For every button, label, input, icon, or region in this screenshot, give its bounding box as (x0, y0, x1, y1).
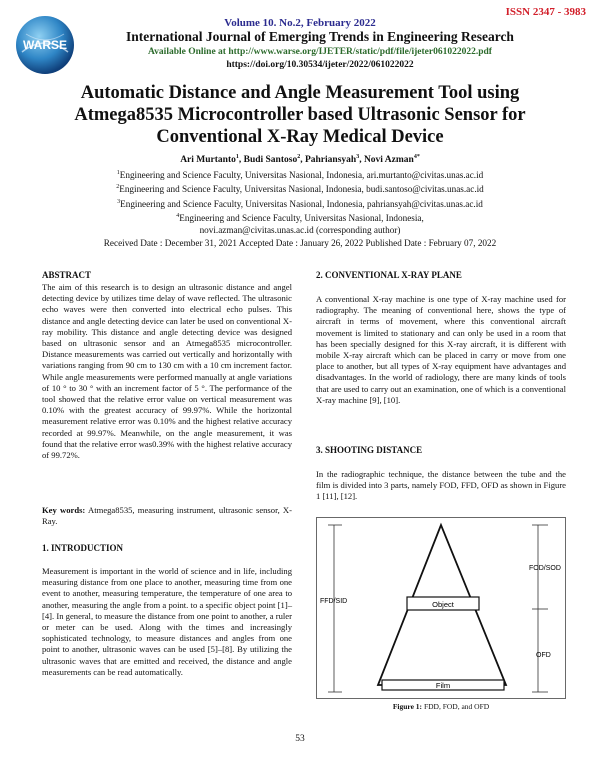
affiliations (0, 167, 600, 236)
section2-heading: 2. CONVENTIONAL X-RAY PLANE (316, 270, 462, 280)
title-line: Automatic Distance and Angle Measurement Tool using (80, 83, 520, 103)
journal-volume: Volume 10. No.2, February 2022 (224, 17, 376, 29)
section2-body: A conventional X-ray machine is one type of X-ray machine used for radiography. The meaning of conventional here, shows the type of aircraft in terms of movement, where this conventional aircraft movement is limited to stationary and can only be used in a room that has been specially designed for this X-ray aircraft, it is different with mobile X-ray aircraft which can be placed in carry or move from one place to another, but all types of X-ray equipment have advantages and disadvantages. In the world of radiology, there are many kinds of tools that are used to carry out an examination, one of which is a conventional X-ray machine [9], [10]. (316, 294, 566, 405)
logo-text: WARSE (22, 38, 68, 52)
ffd-label: FFD/SID (320, 598, 348, 605)
figure-1-caption: Figure 1: FDD, FOD, and OFD (392, 702, 490, 711)
fod-label: FOD/SOD (529, 565, 561, 572)
figure-1-diagram (316, 517, 566, 699)
issn-label: ISSN 2347 - 3983 (505, 6, 586, 18)
intro-body: Measurement is important in the world of science and in life, including measuring distance from one place to another, measuring time from one event to another, measuring temperature, the temperature of one area to another, measuring the angle from a point. to a specific object point [1]–[4]. In general, to measure the distance from one point to another, a ruler or meter can be used. Along with the times and increasingly sophisticated technology, to measure distances and angles from one point to another, ultrasonic waves can be used [5]–[8]. By utilizing the ultrasonic waves that are emitted and received, the distance and angle measurements can be read automatically. (42, 566, 292, 677)
author-name: Budi Santoso (243, 155, 298, 166)
author-name: Ari Murtanto (180, 155, 236, 166)
author-name: Novi Azman (363, 155, 414, 166)
author-name: Pahriansyah (304, 155, 357, 166)
affiliation: $^4$Engineering and Science Faculty, Universitas Nasional, Indonesia, (176, 212, 424, 223)
affiliation: $^3$Engineering and Science Faculty, Universitas Nasional, Indonesia, pahriansyah@civitas.unas.ac.id (117, 198, 483, 209)
journal-url[interactable]: Available Online at http://www.warse.org/IJETER/static/pdf/file/ijeter061022022.pdf (148, 47, 492, 57)
doi-link[interactable]: https://doi.org/10.30534/ijeter/2022/061022022 (226, 60, 414, 70)
section3-body: In the radiographic technique, the distance between the tube and the film is divided into 3 parts, namely FOD, FFD, OFD as shown in Figure 1 [11], [12]. (316, 469, 566, 502)
affiliation: $^1$Engineering and Science Faculty, Universitas Nasional, Indonesia, ari.murtanto@civitas.unas.ac.id (116, 170, 484, 181)
section3-heading: 3. SHOOTING DISTANCE (316, 445, 423, 455)
abstract-heading: ABSTRACT (42, 270, 92, 280)
author-list: Ari Murtanto$^1$, Budi Santoso$^2$, Pahriansyah$^3$, Novi Azman$^{4*}$ (180, 154, 420, 166)
intro-heading: 1. INTRODUCTION (42, 543, 124, 553)
abstract-body: The aim of this research is to design an ultrasonic distance and angel detecting device by utilizes time delay of wave reflected. The ultrasonic echo waves were then converted into electrical echo pulses. This distance and angle detecting device can later be used on conventional X-ray mobility. This distance and angle detecting device was designed based on ultrasonic sensor and an Atmega8535 microcontroller. Distance measurements was carried out vertically and horizontally with variations ranging from 90 cm to 130 cm with a 10 cm increment factor. While angle measurements were performed manually at angle variations of 10 ° to 30 ° with an increment factor of 5 °. The performance of the tool showed that the relative error value on vertical measurement was 0.10% with the greatest accuracy of 99.97%. While the horizontal measurement relative error was 0.10% and the highest relative accuracy recorded at 99.97%. Meanwhile, on the angle measurement, it was found that the relative error was0.39% with the highest relative accuracy of 99.72%. (42, 282, 292, 461)
paper-title (40, 82, 560, 148)
page-number: 53 (295, 734, 305, 744)
publication-dates: Received Date : December 31, 2021 Accepted Date : January 26, 2022 Published Date : February 07, 2022 (103, 238, 497, 248)
film-label: Film (435, 681, 451, 690)
object-label: Object (432, 600, 454, 609)
keywords: Key words: Atmega8535, measuring instrument, ultrasonic sensor, X-Ray. (42, 505, 292, 527)
journal-name: International Journal of Emerging Trends in Engineering Research (126, 29, 514, 44)
title-line: Atmega8535 Microcontroller based Ultrasonic Sensor for (74, 105, 526, 125)
affiliation: $^2$Engineering and Science Faculty, Universitas Nasional, Indonesia, budi.santoso@civitas.unas.ac.id (116, 184, 484, 195)
affiliation: novi.azman@civitas.unas.ac.id (corresponding author) (199, 225, 401, 236)
ofd-label: OFD (536, 652, 551, 659)
title-line: Conventional X-Ray Medical Device (156, 127, 444, 147)
